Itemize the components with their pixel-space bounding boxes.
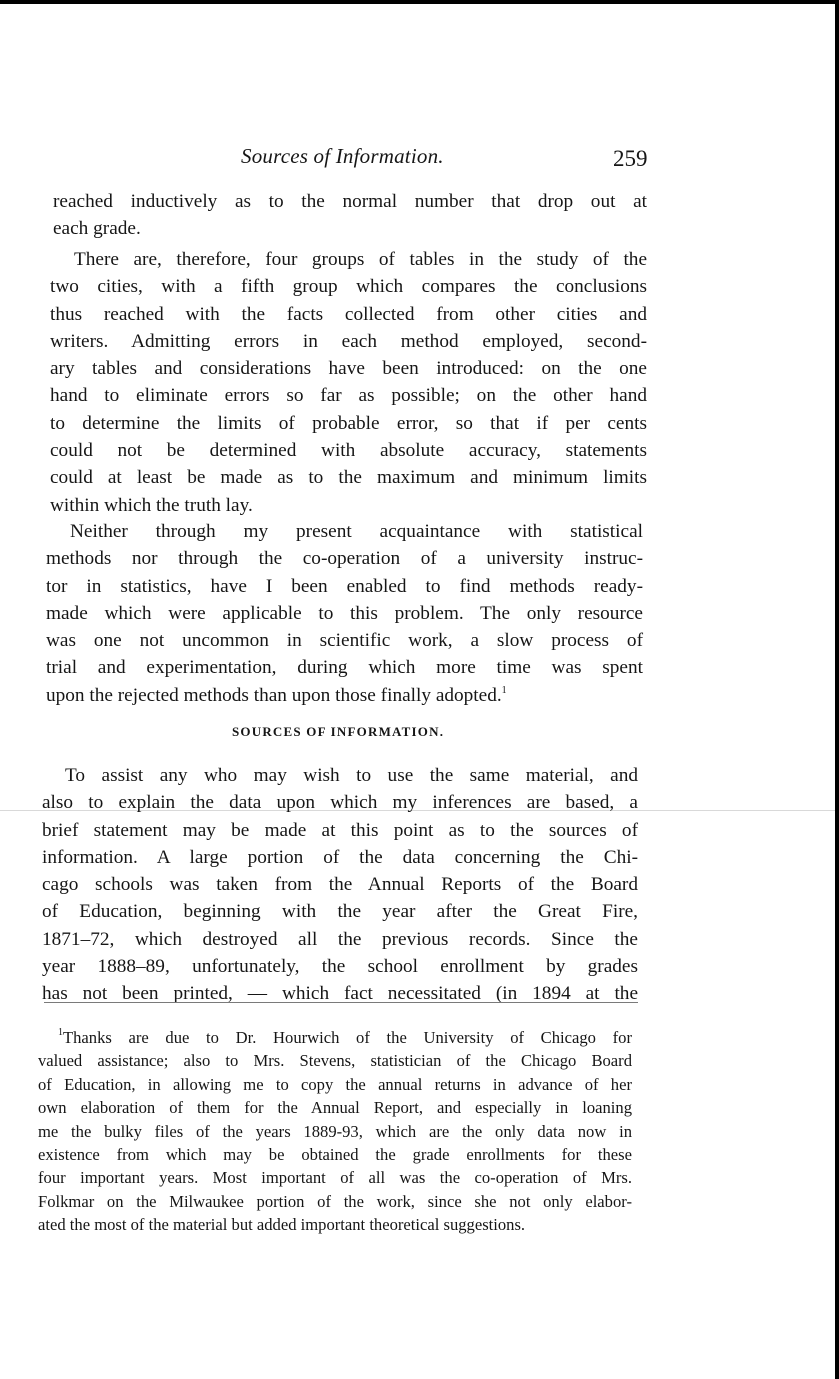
text-line: brief statement may be made at this point as to the sources of xyxy=(42,819,638,841)
footnote xyxy=(38,1026,632,1237)
text-line: reached inductively as to the normal number that drop out at xyxy=(53,191,647,212)
footnote-line: own elaboration of them for the Annual Report, and especially in loaning xyxy=(38,1098,632,1118)
running-title: Sources of Information. xyxy=(241,144,444,168)
text-line: information. A large portion of the data concerning the Chi- xyxy=(42,846,638,868)
text-line: 1871–72, which destroyed all the previous records. Since the xyxy=(42,928,638,950)
footnote-number: 1 xyxy=(58,1027,63,1038)
footnote-marker: 1 xyxy=(501,684,507,696)
footnote-line: four important years. Most important of all was the co-operation of Mrs. xyxy=(38,1168,632,1188)
text-line: has not been printed, — which fact necessitated (in 1894 at the xyxy=(42,983,638,1005)
text-line: thus reached with the facts collected from other cities and xyxy=(50,303,647,325)
text-line: tor in statistics, have I been enabled to find methods ready- xyxy=(46,575,643,597)
text-line: ary tables and considerations have been introduced: on the one xyxy=(50,358,647,380)
text-line: Neither through my present acquaintance with statistical xyxy=(70,521,643,542)
text-line: made which were applicable to this problem. The only resource xyxy=(46,602,643,624)
line-text: Thanks are due to Dr. Hourwich of the University of Chicago for xyxy=(63,1028,632,1047)
text-line: writers. Admitting errors in each method employed, second- xyxy=(50,330,647,352)
text-line: could at least be made as to the maximum and minimum limits xyxy=(50,467,647,489)
footnote-line: valued assistance; also to Mrs. Stevens, statistician of the Chicago Board xyxy=(38,1051,632,1071)
footnote-line: me the bulky files of the years 1889-93, which are the only data now in xyxy=(38,1121,632,1141)
text-line: could not be determined with absolute accuracy, statements xyxy=(50,440,647,462)
footnote-rule xyxy=(44,1002,638,1003)
text-line: to determine the limits of probable error, so that if per cents xyxy=(50,412,647,434)
text-line: cago schools was taken from the Annual Reports of the Board xyxy=(42,874,638,896)
line-text: upon the rejected methods than upon those finally adopted. xyxy=(46,684,502,706)
text-line: within which the truth lay. xyxy=(50,494,253,516)
footnote-line: Folkmar on the Milwaukee portion of the work, since she not only elabor- xyxy=(38,1191,632,1211)
text-line: There are, therefore, four groups of tables in the study of the xyxy=(74,249,647,270)
text-line: each grade. xyxy=(53,218,141,240)
text-line: of Education, beginning with the year after the Great Fire, xyxy=(42,901,638,923)
footnote-line xyxy=(38,1026,632,1049)
text-line: To assist any who may wish to use the same material, and xyxy=(65,765,638,786)
page-number: 259 xyxy=(613,146,648,171)
paragraph-sources xyxy=(42,762,638,1008)
text-line xyxy=(46,682,643,709)
text-line: methods nor through the co-operation of a university instruc- xyxy=(46,548,643,570)
footnote-line: of Education, in allowing me to copy the annual returns in advance of her xyxy=(38,1074,632,1094)
text-line: two cities, with a fifth group which compares the conclusions xyxy=(50,276,647,298)
text-line: also to explain the data upon which my inferences are based, a xyxy=(42,792,638,814)
footnote-line: existence from which may be obtained the grade enrollments for these xyxy=(38,1144,632,1164)
footnote-line: ated the most of the material but added important theoretical suggestions. xyxy=(38,1215,526,1235)
paragraph-methods xyxy=(46,518,643,709)
text-line: hand to eliminate errors so far as possible; on the other hand xyxy=(50,385,647,407)
section-heading: SOURCES OF INFORMATION. xyxy=(232,724,445,739)
paragraph-table-groups xyxy=(50,246,647,519)
text-line: trial and experimentation, during which more time was spent xyxy=(46,657,643,679)
text-line: year 1888–89, unfortunately, the school enrollment by grades xyxy=(42,956,638,978)
paragraph-continuation xyxy=(53,188,647,243)
text-line: was one not uncommon in scientific work, a slow process of xyxy=(46,630,643,652)
